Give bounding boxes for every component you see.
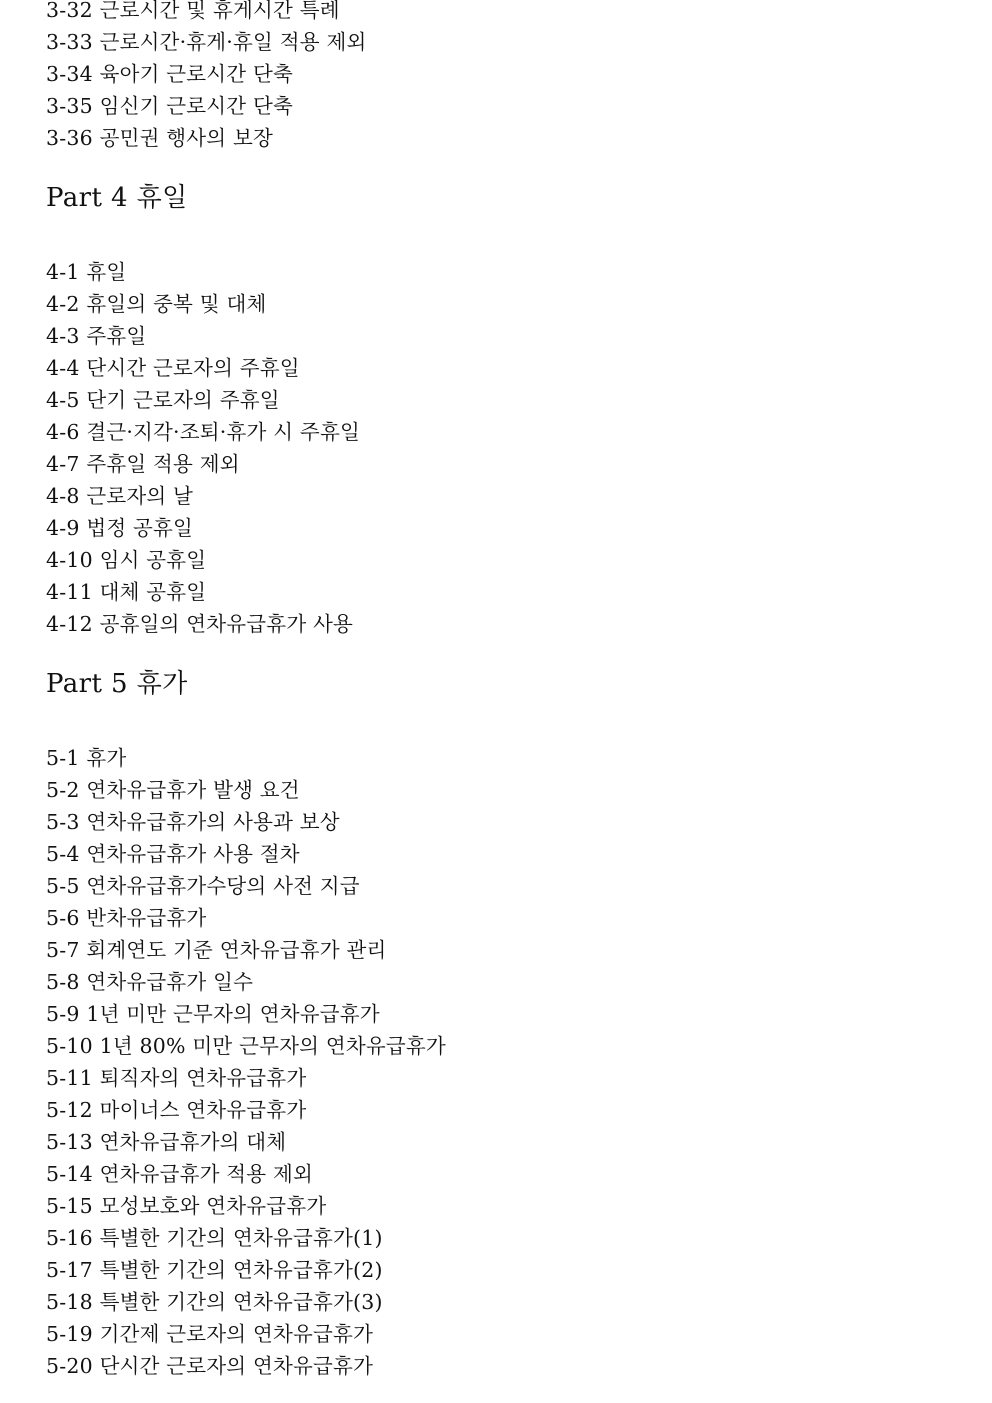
toc-item: 5-10 1년 80% 미만 근무자의 연차유급휴가 xyxy=(46,1034,446,1058)
toc-item: 5-7 회계연도 기준 연차유급휴가 관리 xyxy=(46,938,387,962)
toc-item: 5-15 모성보호와 연차유급휴가 xyxy=(46,1194,327,1218)
toc-item: 5-16 특별한 기간의 연차유급휴가(1) xyxy=(46,1226,383,1250)
toc-page xyxy=(46,0,992,1382)
toc-item: 4-11 대체 공휴일 xyxy=(46,580,207,604)
part5-title: Part 5 휴가 xyxy=(46,669,188,699)
toc-item: 5-5 연차유급휴가수당의 사전 지급 xyxy=(46,874,360,898)
toc-item: 3-32 근로시간 및 휴게시간 특례 xyxy=(46,0,340,22)
toc-item: 4-8 근로자의 날 xyxy=(46,484,194,508)
toc-item: 5-19 기간제 근로자의 연차유급휴가 xyxy=(46,1322,374,1346)
toc-item: 5-3 연차유급휴가의 사용과 보상 xyxy=(46,810,340,834)
toc-item: 5-12 마이너스 연차유급휴가 xyxy=(46,1098,307,1122)
toc-item: 4-2 휴일의 중복 및 대체 xyxy=(46,292,267,316)
toc-item: 5-9 1년 미만 근무자의 연차유급휴가 xyxy=(46,1002,380,1026)
toc-item: 3-35 임신기 근로시간 단축 xyxy=(46,94,294,118)
toc-item: 5-20 단시간 근로자의 연차유급휴가 xyxy=(46,1354,374,1378)
toc-item: 5-2 연차유급휴가 발생 요건 xyxy=(46,778,300,802)
toc-item: 5-6 반차유급휴가 xyxy=(46,906,207,930)
toc-item: 5-13 연차유급휴가의 대체 xyxy=(46,1130,287,1154)
toc-item: 5-4 연차유급휴가 사용 절차 xyxy=(46,842,300,866)
toc-item: 5-17 특별한 기간의 연차유급휴가(2) xyxy=(46,1258,383,1282)
toc-item: 4-7 주휴일 적용 제외 xyxy=(46,452,240,476)
toc-item: 3-36 공민권 행사의 보장 xyxy=(46,126,274,150)
toc-item: 4-5 단기 근로자의 주휴일 xyxy=(46,388,280,412)
toc-item: 5-18 특별한 기간의 연차유급휴가(3) xyxy=(46,1290,383,1314)
toc-item: 5-8 연차유급휴가 일수 xyxy=(46,970,254,994)
toc-item: 4-12 공휴일의 연차유급휴가 사용 xyxy=(46,612,354,636)
toc-item: 3-33 근로시간·휴게·휴일 적용 제외 xyxy=(46,30,367,54)
toc-item: 3-34 육아기 근로시간 단축 xyxy=(46,62,294,86)
toc-item: 5-11 퇴직자의 연차유급휴가 xyxy=(46,1066,307,1090)
continued-section xyxy=(46,0,992,154)
toc-item: 5-1 휴가 xyxy=(46,746,127,770)
part4-section xyxy=(46,256,992,640)
part4-title: Part 4 휴일 xyxy=(46,183,188,213)
toc-item: 4-1 휴일 xyxy=(46,260,127,284)
toc-item: 4-3 주휴일 xyxy=(46,324,147,348)
part5-section xyxy=(46,742,992,1382)
toc-item: 4-9 법정 공휴일 xyxy=(46,516,194,540)
toc-item: 4-4 단시간 근로자의 주휴일 xyxy=(46,356,300,380)
toc-item: 4-6 결근·지각·조퇴·휴가 시 주휴일 xyxy=(46,420,360,444)
toc-item: 4-10 임시 공휴일 xyxy=(46,548,207,572)
toc-item: 5-14 연차유급휴가 적용 제외 xyxy=(46,1162,314,1186)
